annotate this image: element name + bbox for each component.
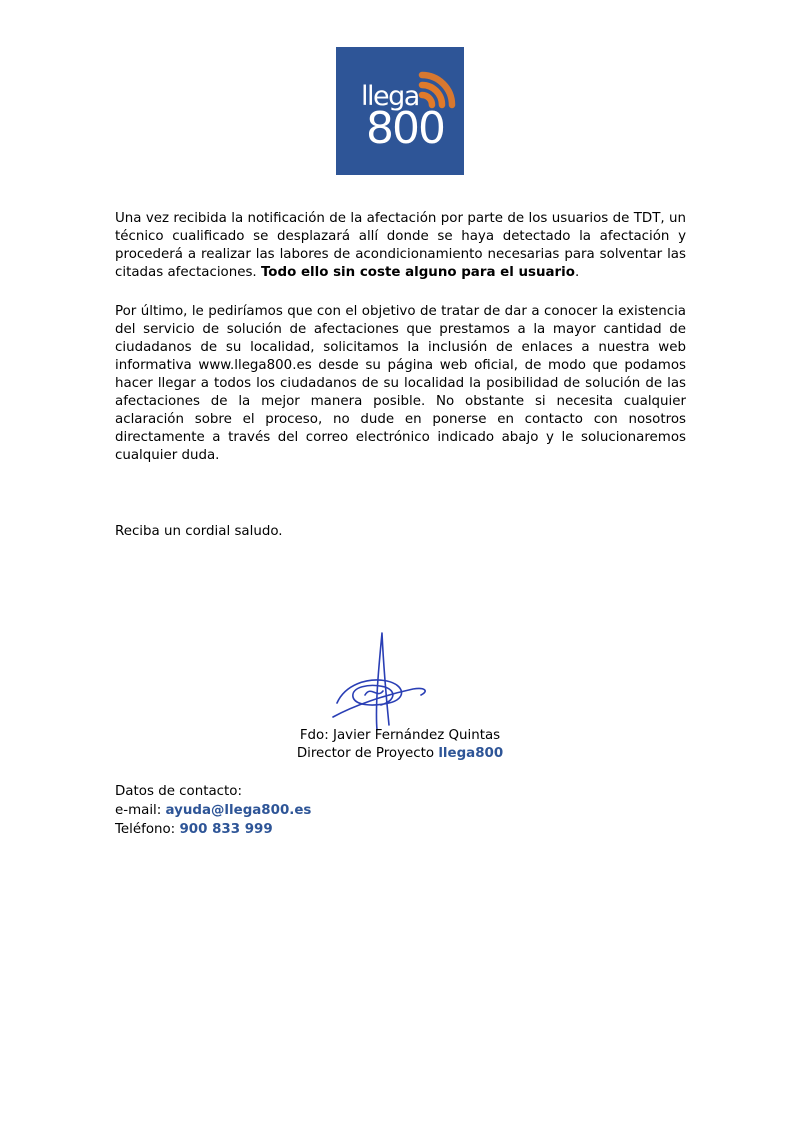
contact-phone-line xyxy=(115,821,273,839)
contact-title: Datos de contacto: xyxy=(115,784,243,799)
handwritten-signature xyxy=(325,625,455,735)
logo-word: llega xyxy=(361,81,419,112)
contact-phone-label: Teléfono: xyxy=(115,822,180,837)
signer-name: Fdo: Javier Fernández Quintas xyxy=(299,728,501,743)
logo-number: 800 xyxy=(366,103,444,154)
closing-greeting: Reciba un cordial saludo. xyxy=(115,524,283,539)
paragraph-website-request: Por último, le pediríamos que con el objetivo de tratar de dar a conocer la existencia del servicio de solución de afectaciones que prestamos a la mayor cantidad de ciudadanos de su localidad, solicitamos la inclusión de enlaces a nuestra web informativa www.llega800.es desde su página web oficial, de modo que podamos hacer llegar a todos los ciudadanos de su localidad la posibilidad de solución de las afectaciones de la mejor manera posible. No obstante si necesita cualquier aclaración sobre el proceso, no dude en ponerse en contacto con nosotros directamente a través del correo electrónico indicado abajo y le solucionaremos cualquier duda. xyxy=(115,304,686,463)
paragraph-1-text: Una vez recibida la notificación de la afectación por parte de los usuarios de TDT, un técnico cualificado se desplazará allí donde se haya detectado la afectación y procederá a realizar las labores de acondicionamiento necesarias para solventar las citadas afectaciones. xyxy=(115,211,686,280)
contact-phone-number[interactable]: 900 833 999 xyxy=(179,822,273,837)
contact-email-line xyxy=(115,802,311,820)
signer-role-brand: llega800 xyxy=(438,746,504,761)
paragraph-1-bold: Todo ello sin coste alguno para el usuario xyxy=(260,265,575,280)
paragraph-affectation-notice xyxy=(115,210,686,282)
paragraph-1-end: . xyxy=(574,265,580,280)
llega800-logo xyxy=(336,47,464,175)
contact-email-link[interactable]: ayuda@llega800.es xyxy=(165,803,312,818)
contact-email-label: e-mail: xyxy=(115,803,166,818)
signer-role-prefix: Director de Proyecto xyxy=(296,746,439,761)
signer-role xyxy=(250,745,550,763)
